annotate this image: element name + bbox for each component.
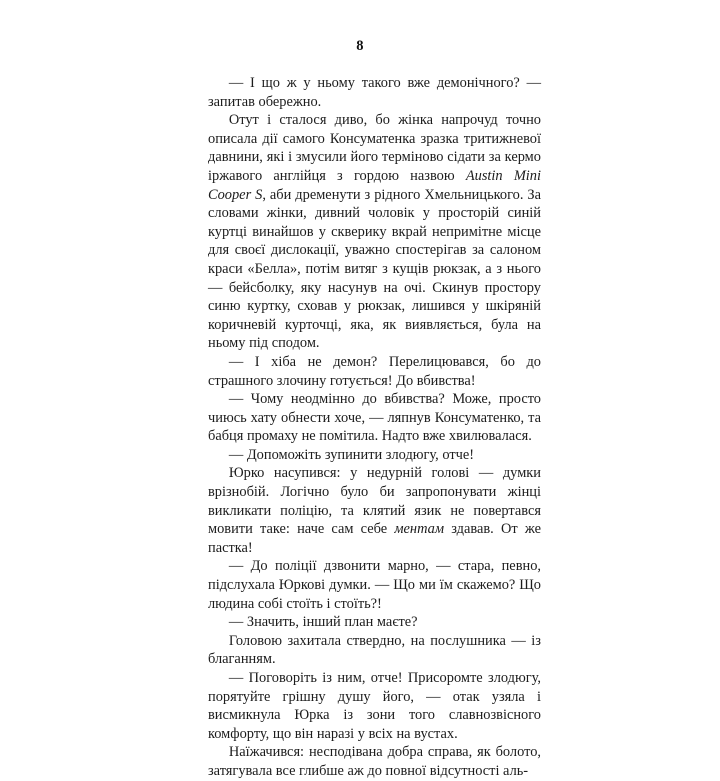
italic-title-austin-mini-cooper: Austin Mini Cooper S xyxy=(208,167,542,203)
paragraph xyxy=(208,464,541,557)
paragraph-text: — Поговоріть із ним, отче! Присоромте злодюгу, порятуйте грішну душу його, — отак узяла і висмикнула Юрка із зони того славнозвісного комфорту, що він наразі у всіх на вустах. xyxy=(208,670,541,742)
paragraph xyxy=(208,632,541,669)
paragraph xyxy=(208,74,541,111)
paragraph-text: — Значить, інший план маєте? xyxy=(228,614,418,631)
paragraph xyxy=(208,353,541,390)
paragraph-text-lead: Отут і сталося диво, бо жінка напрочуд точно описала дії самого Консуматенка зразка тритижневої давнини, які і змусили його терміново сідати за кермо іржавого англійця з гордою назвою xyxy=(208,112,541,184)
paragraph-text-lead: Юрко насупився: у недурній голові — думки врізнобій. Логічно було би запропонувати жінці викликати поліцію, та клятий язик не повертався мовити таке: наче сам себе xyxy=(208,465,541,538)
paragraph xyxy=(208,669,541,743)
page-number: 8 xyxy=(356,38,364,54)
paragraph-text-tail: здавав. От же пастка! xyxy=(208,521,541,556)
paragraph-continued-next-page xyxy=(208,743,541,780)
paragraph-text: Наїжачився: несподівана добра справа, як болото, затягувала все глибше аж до повної відсутності аль- xyxy=(208,744,541,779)
paragraph-text-tail: , аби дременути з рідного Хмельницького. За словами жінки, дивний чоловік у просторій синій куртці винайшов у скверику вкрай непримітне місце для своєї дислокації, уважно спостерігав за салоном краси «Белла», потім витяг з кущів рюкзак, а з нього — бейсболку, яку насунув на очі. Скинув простору синю куртку, сховав у рюкзак, лишився у шкіряній коричневій курточці, яка, як виявляється, була на ньому під сподом. xyxy=(208,186,541,352)
paragraph-text: — Чому неодмінно до вбивства? Може, просто чиюсь хату обнести хоче, — ляпнув Консуматенко, та бабця промаху не помітила. Надто вже хвилювалася. xyxy=(208,391,541,445)
paragraph-text: Головою захитала ствердно, на послушника — із благанням. xyxy=(208,632,541,668)
paragraph xyxy=(208,390,541,446)
paragraph xyxy=(208,446,541,465)
paragraph xyxy=(208,613,541,632)
paragraph xyxy=(208,111,541,353)
paragraph-text: — Допоможіть зупинити злодюгу, отче! xyxy=(228,446,475,463)
paragraph-text: — І хіба не демон? Перелицювався, бо до страшного злочину готується! До вбивства! xyxy=(208,353,541,389)
paragraph-text: — До поліції дзвонити марно, — стара, певно, підслухала Юркові думки. — Що ми їм скажемо? Що людина собі стоїть і стоїть?! xyxy=(208,558,541,612)
page-text-column xyxy=(208,74,541,781)
paragraph-text: — І що ж у ньому такого вже демонічного? — запитав обережно. xyxy=(208,75,541,110)
paragraph xyxy=(208,557,541,613)
italic-word-mentam: ментам xyxy=(394,521,445,538)
